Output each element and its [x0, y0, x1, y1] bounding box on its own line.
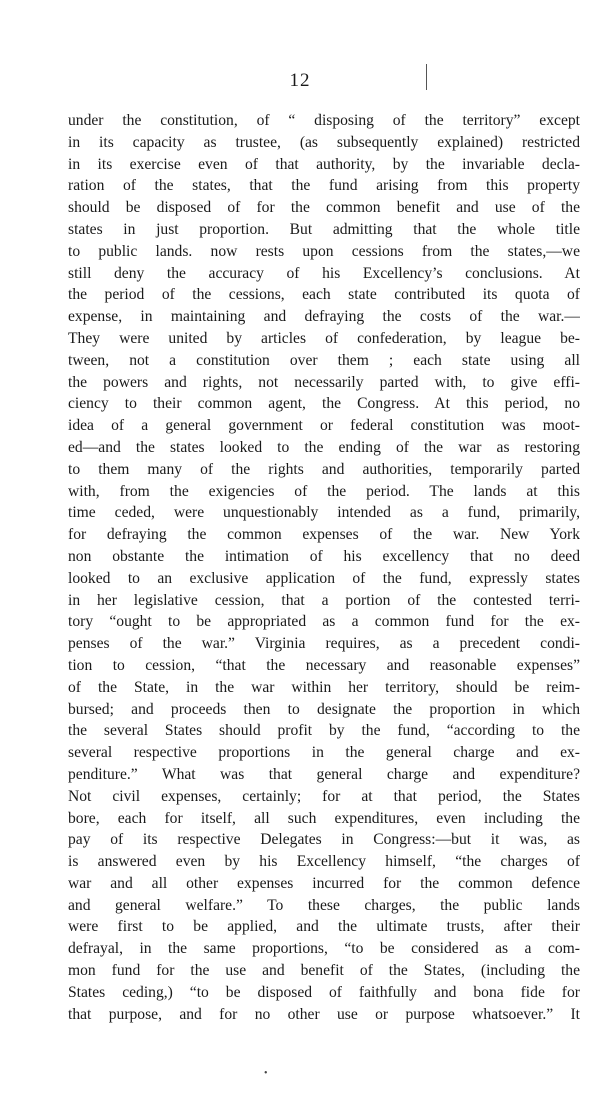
text-line: mon fund for the use and benefit of the States, (including the — [68, 962, 580, 980]
text-line: the powers and rights, not necessarily parted with, to give effi- — [68, 373, 580, 391]
text-line: They were united by articles of confederation, by league be- — [68, 329, 580, 347]
text-line: time ceded, were unquestionably intended as a fund, primarily, — [68, 504, 580, 522]
margin-mark — [426, 64, 427, 90]
text-line: of the State, in the war within her territory, should be reim- — [68, 678, 580, 696]
text-line: tion to cession, “that the necessary and reasonable expenses” — [68, 656, 580, 674]
text-line: ration of the states, that the fund arising from this property — [68, 177, 580, 195]
text-line: Not civil expenses, certainly; for at that period, the States — [68, 787, 580, 805]
text-line: still deny the accuracy of his Excellency’s conclusions. At — [68, 264, 580, 282]
text-line: is answered even by his Excellency himself, “the charges of — [68, 853, 580, 871]
text-line: in her legislative cession, that a portion of the contested terri- — [68, 591, 580, 609]
text-line: idea of a general government or federal constitution was moot- — [68, 417, 580, 435]
text-line: to public lands. now rests upon cessions from the states,—we — [68, 242, 580, 260]
text-line: with, from the exigencies of the period. The lands at this — [68, 482, 580, 500]
text-line: the several States should profit by the fund, “according to the — [68, 722, 580, 740]
body-text — [68, 110, 580, 1025]
text-line: non obstante the intimation of his excellency that no deed — [68, 547, 580, 565]
text-line: defrayal, in the same proportions, “to be considered as a com- — [68, 940, 580, 958]
text-line: the period of the cessions, each state contributed its quota of — [68, 286, 580, 304]
text-line: penses of the war.” Virginia requires, as a precedent condi- — [68, 635, 580, 653]
text-line: were first to be applied, and the ultimate trusts, after their — [68, 918, 580, 936]
text-line: looked to an exclusive application of the fund, expressly states — [68, 569, 580, 587]
bottom-mark: • — [264, 1068, 268, 1079]
text-line: that purpose, and for no other use or purpose whatsoever.” It — [68, 1005, 580, 1023]
text-line: expense, in maintaining and defraying the costs of the war.— — [68, 308, 580, 326]
text-line: pay of its respective Delegates in Congress:—but it was, as — [68, 831, 580, 849]
text-line: several respective proportions in the general charge and ex- — [68, 744, 580, 762]
text-line: under the constitution, of “ disposing of the territory” except — [68, 112, 580, 129]
page-number: 12 — [289, 70, 311, 91]
text-line: for defraying the common expenses of the war. New York — [68, 526, 580, 544]
text-line: states in just proportion. But admitting that the whole title — [68, 220, 580, 238]
text-line: bore, each for itself, all such expenditures, even including the — [68, 809, 580, 827]
text-line: ciency to their common agent, the Congress. At this period, no — [68, 395, 580, 413]
text-line: States ceding,) “to be disposed of faithfully and bona fide for — [68, 983, 580, 1001]
text-line: tory “ought to be appropriated as a common fund for the ex- — [68, 613, 580, 631]
text-line: ed—and the states looked to the ending of the war as restoring — [68, 438, 580, 456]
text-line: tween, not a constitution over them ; each state using all — [68, 351, 580, 369]
text-line: to them many of the rights and authorities, temporarily parted — [68, 460, 580, 478]
text-line: penditure.” What was that general charge and expenditure? — [68, 765, 580, 783]
text-line: in its exercise even of that authority, by the invariable decla- — [68, 155, 580, 173]
text-line: in its capacity as trustee, (as subsequently explained) restricted — [68, 133, 580, 151]
text-line: bursed; and proceeds then to designate the proportion in which — [68, 700, 580, 718]
text-line: war and all other expenses incurred for the common defence — [68, 874, 580, 892]
text-line: should be disposed of for the common benefit and use of the — [68, 199, 580, 217]
text-line: and general welfare.” To these charges, the public lands — [68, 896, 580, 914]
